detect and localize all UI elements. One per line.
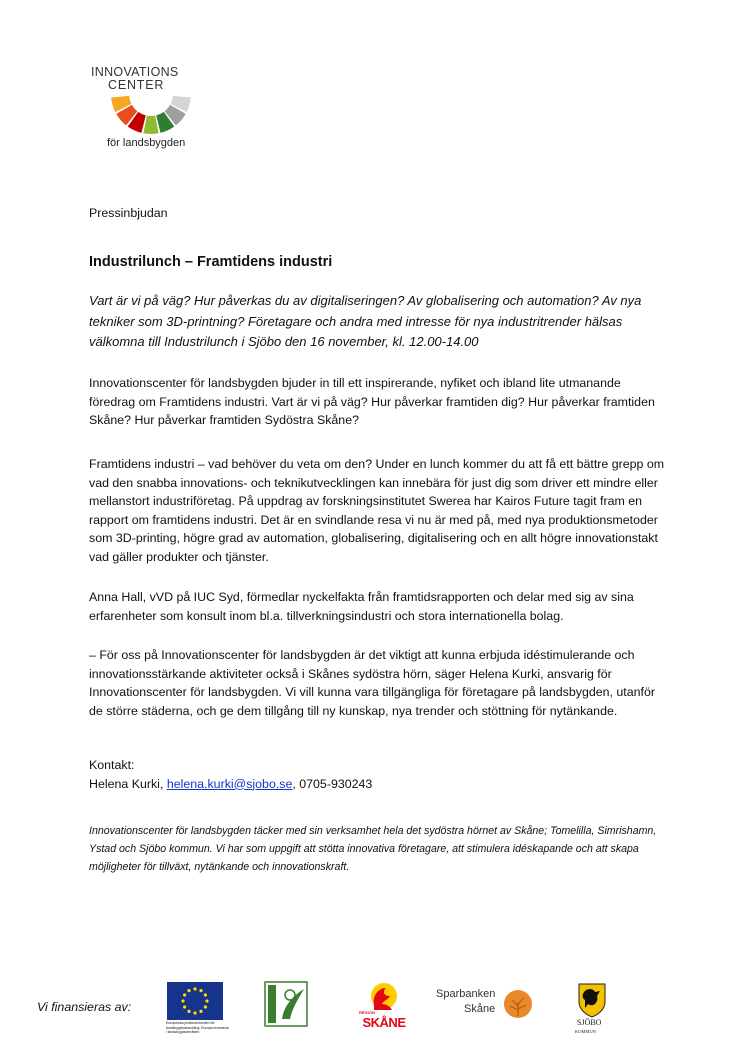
skane-wordmark: SKÅNE <box>362 1015 406 1030</box>
skane-region-text: REGION <box>359 1010 375 1015</box>
sjobo-kommun-logo <box>573 982 611 1036</box>
eu-fund-text: Europeiska jordbruksfonden för landsbygdsutveckling: Europa investerar i landsbygdsområden <box>166 1021 229 1034</box>
leader-icon <box>264 981 308 1027</box>
logo-tagline: för landsbygden <box>107 137 186 149</box>
logo-text-innovations: INNOVATIONS <box>91 65 179 79</box>
body-paragraph: – För oss på Innovationscenter för landsbygden är det viktigt att kunna erbjuda idéstimulerande och innovationsstärkande aktiviteter också i Skånes sydöstra hörn, säger Helena Kurki, ansvarig för Innovationscenter för landsbygden. Vi vill kunna vara tillgängliga för företagare på landsbygden, utanför de större städerna, och ge dem tillgång till ny kunskap, nya trender och stöttning för nytänkande. <box>89 648 655 718</box>
contact-line <box>89 775 669 794</box>
eu-star-icon <box>199 989 202 992</box>
logo-arc-icon <box>109 94 193 136</box>
footnote: Innovationscenter för landsbygden täcker med sin verksamhet hela det sydöstra hörnet av Skåne; Tomelilla, Simrishamn, Ystad och Sjöbo kommun. Vi har som uppgift att stötta innovativa företagare, att stimulera idéskapande och att skapa möjligheter för tillväxt, nytänkande och innovationskraft. <box>89 825 657 873</box>
eu-star-icon <box>183 1005 186 1008</box>
innovationscenter-logo <box>88 64 213 154</box>
eu-star-icon <box>181 999 184 1002</box>
body-paragraph: Framtidens industri – vad behöver du veta om den? Under en lunch kommer du att få ett bättre grepp om vad den snabba innovations- och teknikutvecklingen kan innebära för just dig som driver ett mindre eller mellanstort industriföretag. På uppdrag av forskningsinstitutet Swerea har Kairos Future tagit fram en rapport om framtidens industri. Det är en svindlande resa vi nu är med på, med nya produktionsmetoder som 3D-printing, högre grad av automation, globalisering, digitalisering och en allt högre innovationstakt vad gäller produkter och tjänster. <box>89 457 665 564</box>
sjobo-text: SJÖBO <box>577 1018 602 1027</box>
sjobo-shield-icon <box>573 982 611 1018</box>
region-skane-logo <box>358 982 410 1034</box>
eu-star-icon <box>187 989 190 992</box>
contact-block <box>89 756 669 793</box>
sparbanken-skane-text: Skåne <box>464 1003 496 1015</box>
document-label: Pressinbjudan <box>89 206 168 220</box>
eu-star-icon <box>204 1005 207 1008</box>
lead-paragraph: Vart är vi på väg? Hur påverkas du av digitaliseringen? Av globalisering och automation? Av nya tekniker som 3D-printning? Företagare och andra med intresse för nya industritrender hälsas välkomna till Industrilunch i Sjöbo den 16 november, kl. 12.00-14.00 <box>89 293 642 349</box>
sparbanken-text: Sparbanken <box>436 988 496 1000</box>
sparbanken-tree-icon <box>502 988 534 1020</box>
contact-phone: , 0705-930243 <box>292 776 373 791</box>
eu-star-icon <box>193 987 196 990</box>
sjobo-kommun-text: KOMMUN <box>575 1029 597 1034</box>
leader-logo <box>264 981 308 1027</box>
eu-star-icon <box>199 1010 202 1013</box>
eu-star-icon <box>204 993 207 996</box>
eu-star-icon <box>183 993 186 996</box>
eu-star-icon <box>193 1011 196 1014</box>
contact-email-link[interactable]: helena.kurki@sjobo.se <box>166 776 293 791</box>
eu-star-icon <box>187 1010 190 1013</box>
eu-flag-logo <box>167 982 223 1020</box>
sparbanken-skane-logo <box>436 986 536 1026</box>
contact-heading: Kontakt: <box>89 758 135 772</box>
document-title: Industrilunch – Framtidens industri <box>89 254 333 270</box>
funders-label: Vi finansieras av: <box>37 1000 132 1014</box>
eu-stars-icon <box>167 982 223 1020</box>
logo-text-center: CENTER <box>108 78 165 92</box>
contact-name: Helena Kurki, <box>89 776 167 791</box>
body-paragraph: Innovationscenter för landsbygden bjuder in till ett inspirerande, nyfiket och ibland lite utmanande föredrag om Framtidens industri. Vart är vi på väg? Hur påverkar framtiden dig? Hur påverkar framtiden Skåne? Hur påverkar framtiden Sydöstra Skåne? <box>89 376 655 428</box>
logo-arc-segment <box>143 116 158 134</box>
eu-star-icon <box>205 999 208 1002</box>
body-paragraph: Anna Hall, vVD på IUC Syd, förmedlar nyckelfakta från framtidsrapporten och delar med sig av sina erfarenheter som konsult inom bl.a. tillverkningsindustri och stora internationella bolag. <box>89 590 634 623</box>
